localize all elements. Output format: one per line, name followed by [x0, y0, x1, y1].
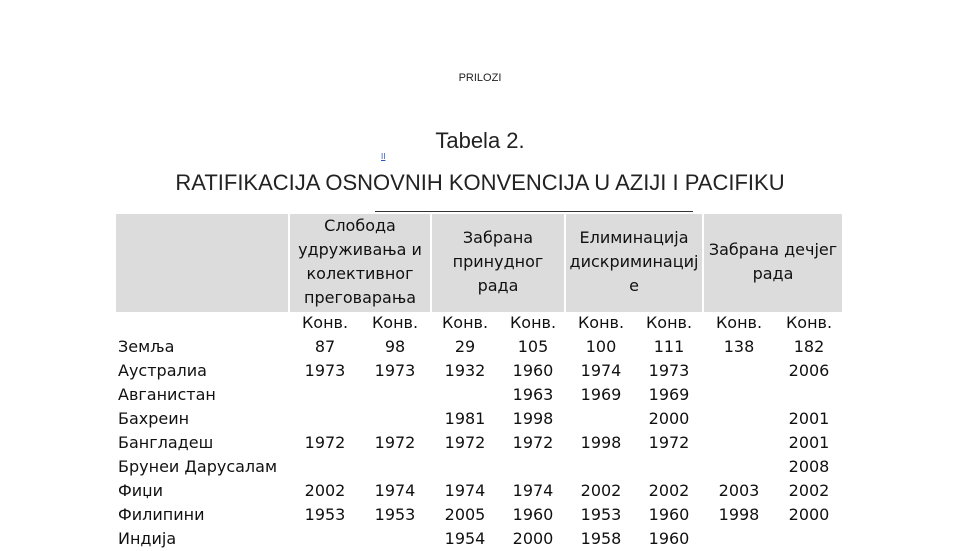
ratification-year: 2001 [788, 409, 830, 428]
ratification-year: 1960 [648, 505, 690, 524]
conv-number: 138 [723, 337, 755, 356]
ratification-year: 1960 [512, 361, 554, 380]
ratification-year: 2002 [788, 481, 830, 500]
ratification-year: 1969 [648, 385, 690, 404]
footnote-link[interactable]: II [381, 152, 386, 161]
country-name: Фиџи [118, 481, 164, 500]
ratification-year: 1972 [512, 433, 554, 452]
country-name: Аустралиа [118, 361, 207, 380]
ratification-year: 1953 [374, 505, 416, 524]
ratification-year: 1969 [580, 385, 622, 404]
ratification-year: 1998 [718, 505, 760, 524]
ratification-year: 1981 [444, 409, 486, 428]
conv-number: 105 [517, 337, 549, 356]
group-header-discrimination: Елиминација дискриминациј е [569, 228, 699, 295]
ratification-year: 1932 [444, 361, 486, 380]
header-shade-country [116, 214, 288, 312]
ratification-year: 2000 [512, 529, 554, 548]
conv-number: 100 [585, 337, 617, 356]
ratification-year: 1972 [304, 433, 346, 452]
country-column-header: Земља [118, 337, 175, 356]
ratification-year: 2000 [788, 505, 830, 524]
ratification-year: 2000 [648, 409, 690, 428]
group-header-child-labour: Забрана дечјег рада [708, 240, 838, 283]
group-header-freedom-of-association: Слобода удруживања и колективног преговарања [298, 216, 422, 307]
ratification-year: 1960 [512, 505, 554, 524]
conv-label: Конв. [301, 313, 349, 332]
conv-label: Конв. [441, 313, 489, 332]
conv-number: 98 [384, 337, 406, 356]
country-name: Брунеи Дарусалам [118, 457, 278, 476]
ratification-year: 1974 [374, 481, 416, 500]
ratification-year: 1998 [512, 409, 554, 428]
ratification-year: 1973 [304, 361, 346, 380]
country-name: Авганистан [118, 385, 216, 404]
conv-label: Конв. [645, 313, 693, 332]
ratification-year: 2008 [788, 457, 830, 476]
ratification-year: 1974 [444, 481, 486, 500]
ratification-year: 2005 [444, 505, 486, 524]
conv-label: Конв. [371, 313, 419, 332]
conv-number: 29 [454, 337, 476, 356]
ratification-year: 1974 [512, 481, 554, 500]
ratification-year: 1960 [648, 529, 690, 548]
ratification-year: 2006 [788, 361, 830, 380]
conv-label: Конв. [509, 313, 557, 332]
ratification-year: 2001 [788, 433, 830, 452]
title-underline [375, 211, 693, 212]
country-name: Филипини [118, 505, 205, 524]
ratification-year: 1953 [304, 505, 346, 524]
group-header-forced-labour: Забрана принудног рада [452, 228, 544, 295]
table-title: RATIFIKACIJA OSNOVNIH KONVENCIJA U AZIJI I PACIFIKU [175, 170, 785, 195]
conv-number: 111 [653, 337, 685, 356]
ratification-year: 2002 [580, 481, 622, 500]
conv-label: Конв. [577, 313, 625, 332]
country-name: Бангладеш [118, 433, 214, 452]
ratification-year: 1973 [648, 361, 690, 380]
conv-label: Конв. [715, 313, 763, 332]
conv-label: Конв. [785, 313, 833, 332]
country-name: Бахреин [118, 409, 190, 428]
ratification-year: 1954 [444, 529, 486, 548]
ratification-year: 2002 [648, 481, 690, 500]
running-head: PRILOZI [458, 72, 502, 84]
table-number: Tabela 2. [435, 128, 525, 153]
conv-number: 87 [314, 337, 336, 356]
ratification-year: 2002 [304, 481, 346, 500]
ratification-year: 1973 [374, 361, 416, 380]
ratification-year: 1953 [580, 505, 622, 524]
ratification-year: 1998 [580, 433, 622, 452]
ratification-year: 1963 [512, 385, 554, 404]
ratification-year: 1974 [580, 361, 622, 380]
country-name: Индија [118, 529, 177, 548]
ratification-year: 1972 [648, 433, 690, 452]
conv-number: 182 [793, 337, 825, 356]
ratification-year: 1972 [374, 433, 416, 452]
ratification-year: 1958 [580, 529, 622, 548]
ratification-year: 1972 [444, 433, 486, 452]
ratification-year: 2003 [718, 481, 760, 500]
